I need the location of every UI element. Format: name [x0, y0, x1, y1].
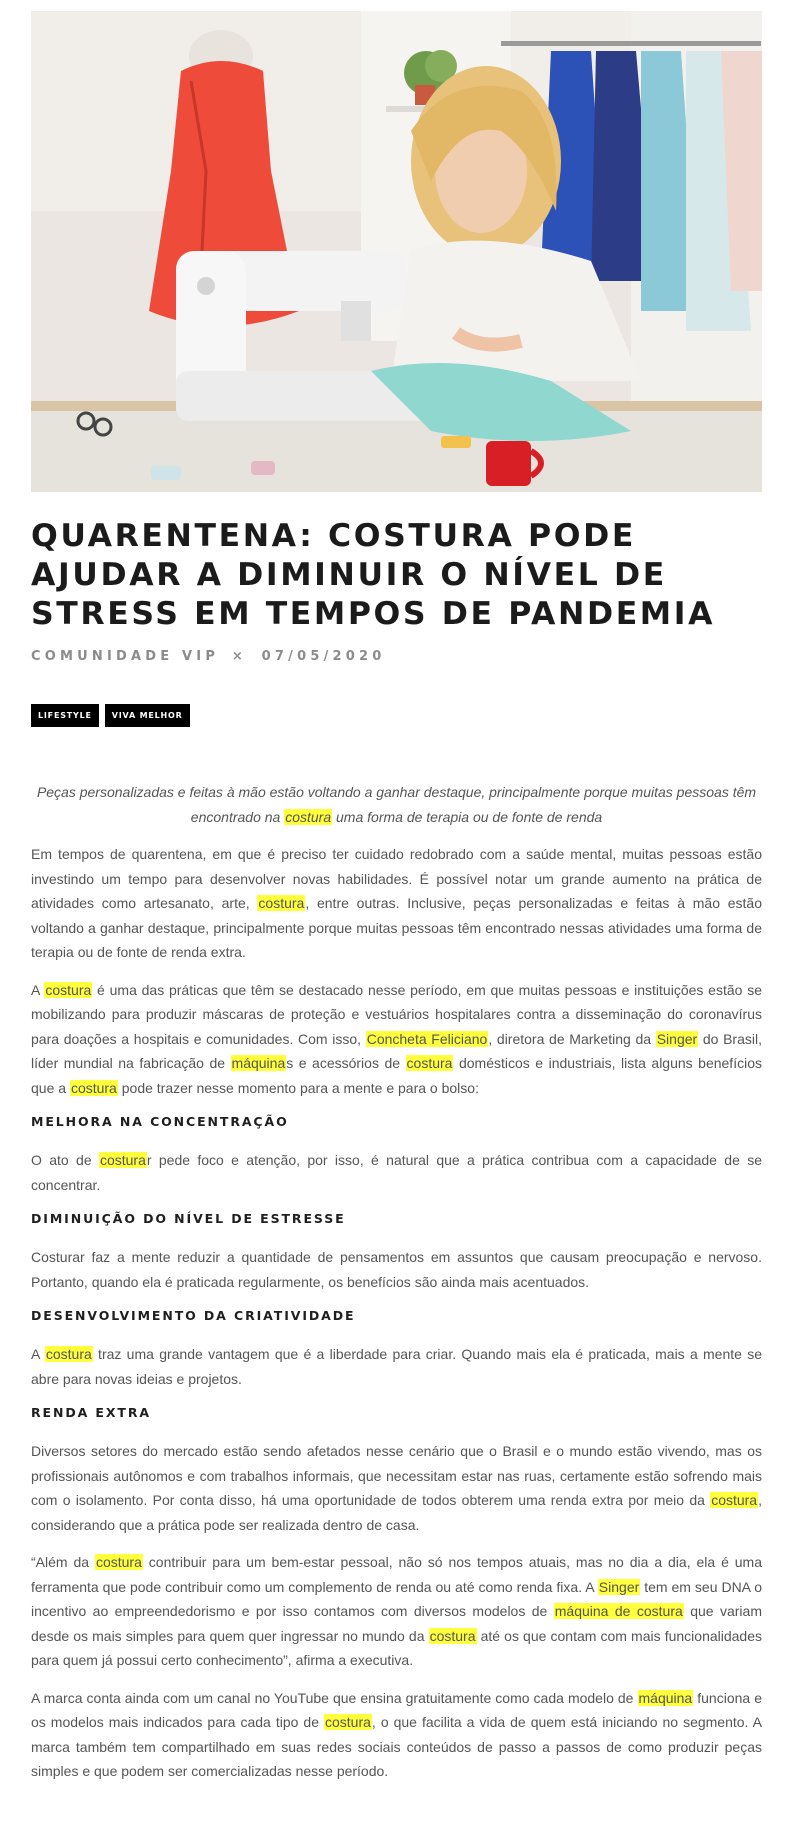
highlighted-keyword: máquina	[638, 1689, 693, 1706]
highlighted-keyword: costura	[45, 1346, 92, 1362]
body-paragraph: A costura traz uma grande vantagem que é a liberdade para criar. Quando mais ela é praticada, mais a mente se abre para novas ideias e projetos.	[31, 1346, 762, 1387]
highlighted-keyword: costura	[45, 981, 92, 998]
tag-lifestyle[interactable]: LIFESTYLE	[31, 704, 99, 727]
section-heading: DESENVOLVIMENTO DA CRIATIVIDADE	[31, 1308, 356, 1323]
highlighted-keyword: costura	[70, 1079, 117, 1096]
highlighted-keyword: costura	[99, 1152, 146, 1168]
section-heading: DIMINUIÇÃO DO NÍVEL DE ESTRESSE	[31, 1211, 346, 1226]
highlighted-keyword: costura	[95, 1554, 142, 1570]
article-body	[31, 842, 762, 1797]
highlighted-keyword: costura	[325, 1714, 371, 1730]
article-meta	[31, 649, 386, 664]
body-paragraph: Diversos setores do mercado estão sendo afetados nesse cenário que o Brasil e o mundo estão vivendo, mas os profissionais autônomos e com trabalhos informais, que necessitam estar nas ruas, certamente estão sofrendo mais com o isolamento. Por conta disso, há uma oportunidade de todos obterem uma renda extra por meio da costura, considerando que a prática pode ser realizada dentro de casa.	[31, 1443, 762, 1533]
highlighted-keyword: máquina de costura	[554, 1603, 683, 1619]
body-paragraph: O ato de costurar pede foco e atenção, por isso, é natural que a prática contribua com a capacidade de se concentrar.	[31, 1152, 763, 1193]
highlighted-keyword: Singer	[598, 1578, 640, 1595]
tag-viva-melhor[interactable]: VIVA MELHOR	[105, 704, 190, 727]
meta-separator: ×	[231, 649, 247, 664]
body-paragraph: A marca conta ainda com um canal no YouTube que ensina gratuitamente como cada modelo de máquina funciona e os modelos mais indicados para cada tipo de costura, o que facilita a vida de quem está iniciando no segmento. A marca também tem compartilhado em suas redes sociais conteúdos de passo a passos de como produzir peças simples e que podem ser comercializadas nesse período.	[31, 1689, 763, 1779]
highlighted-keyword: Singer	[656, 1030, 698, 1047]
tag-list	[31, 704, 190, 727]
section-heading: RENDA EXTRA	[31, 1405, 151, 1420]
author-link[interactable]: COMUNIDADE VIP	[31, 649, 220, 664]
highlighted-keyword: Concheta Feliciano	[366, 1030, 488, 1047]
hero-image	[31, 11, 762, 492]
publish-date: 07/05/2020	[261, 649, 386, 664]
highlighted-keyword: máquina	[231, 1055, 286, 1071]
sewing-scene-illustration	[31, 11, 762, 492]
highlighted-keyword: costura	[285, 808, 332, 825]
article-lead: Peças personalizadas e feitas à mão estão voltando a ganhar destaque, principalmente porque muitas pessoas têm encontrado na costura uma forma de terapia ou de fonte de renda	[36, 784, 757, 825]
body-paragraph: Em tempos de quarentena, em que é preciso ter cuidado redobrado com a saúde mental, muitas pessoas estão investindo um tempo para desenvolver novas habilidades. É possível notar um grande aumento na prática de atividades como artesanato, arte, costura, entre outras. Inclusive, peças personalizadas e feitas à mão estão voltando a ganhar destaque, principalmente porque muitas pessoas têm encontrado nessas atividades uma forma de terapia ou de fonte de renda extra.	[31, 846, 762, 960]
article-title: QUARENTENA: COSTURA PODE AJUDAR A DIMINUIR O NÍVEL DE STRESS EM TEMPOS DE PANDEMIA	[31, 518, 716, 632]
body-paragraph: “Além da costura contribuir para um bem-estar pessoal, não só nos tempos atuais, mas no dia a dia, ela é uma ferramenta que pode contribuir como um complemento de renda ou até como renda fixa. A Singer tem em seu DNA o incentivo ao empreendedorismo e por isso contamos com diversos modelos de máquina de costura que variam desde os mais simples para quem quer ingressar no mundo da costura até os que contam com mais funcionalidades para quem já possui certo conhecimento”, afirma a executiva.	[31, 1554, 763, 1668]
highlighted-keyword: costura	[406, 1055, 453, 1071]
body-paragraph: A costura é uma das práticas que têm se destacado nesse período, em que muitas pessoas e instituições estão se mobilizando para produzir máscaras de proteção e vestuários hospitalares contra a disseminação do coronavírus para doações a hospitais e comunidades. Com isso, Concheta Feliciano, diretora de Marketing da Singer do Brasil, líder mundial na fabricação de máquinas e acessórios de costura domésticos e industriais, lista alguns benefícios que a costura pode trazer nesse momento para a mente e para o bolso:	[31, 981, 762, 1096]
highlighted-keyword: costura	[711, 1492, 758, 1508]
highlighted-keyword: costura	[429, 1627, 476, 1644]
highlighted-keyword: costura	[258, 895, 305, 911]
body-paragraph: Costurar faz a mente reduzir a quantidade de pensamentos em assuntos que causam preocupação e nervoso. Portanto, quando ela é praticada regularmente, os benefícios são ainda mais acentuados.	[31, 1249, 762, 1290]
section-heading: MELHORA NA CONCENTRAÇÃO	[31, 1114, 289, 1129]
